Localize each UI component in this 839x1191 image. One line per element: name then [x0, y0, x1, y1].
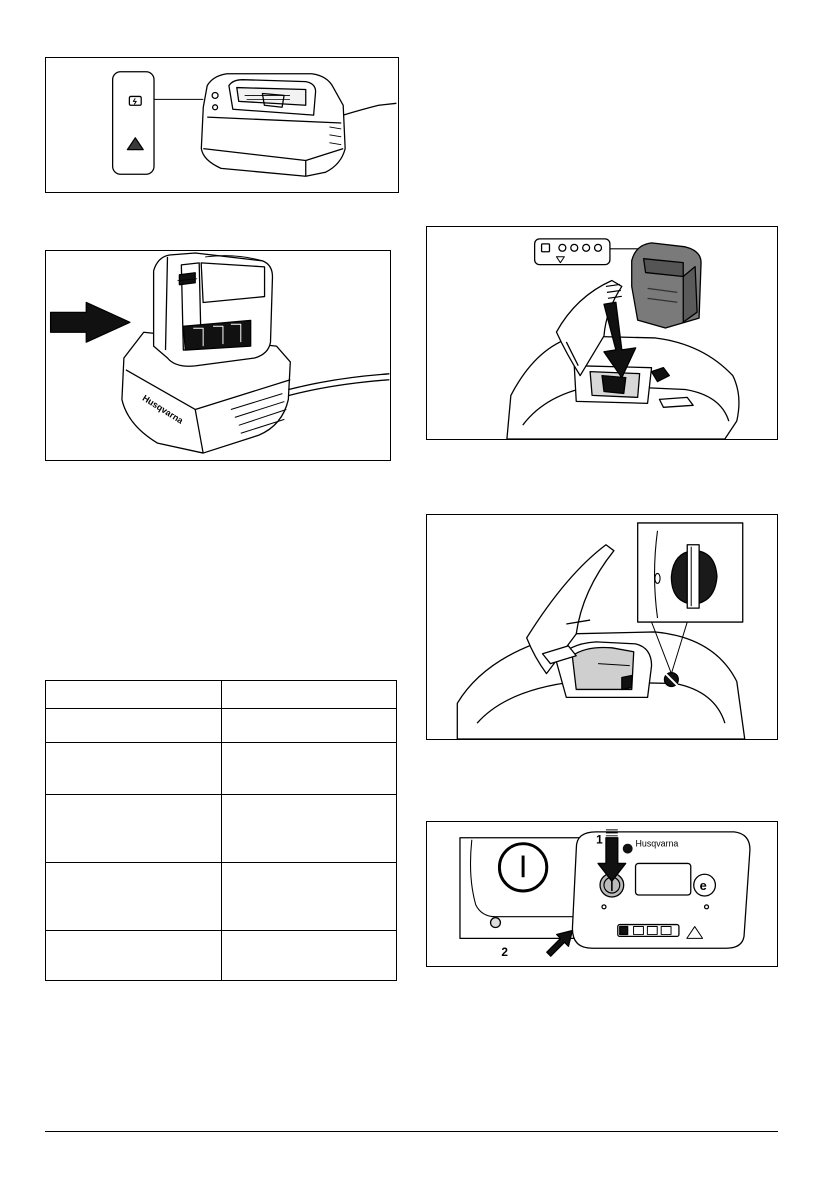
eco-icon: e [699, 878, 707, 894]
insert-battery-charger-figure [45, 250, 391, 461]
table-cell [46, 931, 222, 981]
battery-compartment-figure [426, 226, 778, 440]
svg-text:Husqvarna: Husqvarna [635, 838, 679, 849]
main-switch-figure [426, 514, 778, 740]
table-cell [46, 681, 222, 709]
table-cell [221, 743, 397, 795]
table-cell [46, 863, 222, 931]
table-cell [221, 681, 397, 709]
table-cell [221, 795, 397, 863]
push-arrow-icon [51, 303, 130, 343]
brand-logo: Husqvarna [140, 392, 186, 426]
table-row [46, 863, 397, 931]
main-switch-illustration [427, 515, 777, 739]
table-row [46, 681, 397, 709]
callout-number-1: 1 [596, 832, 603, 847]
battery-compartment-illustration [427, 227, 777, 439]
power-button-figure [426, 821, 778, 967]
table-cell [46, 709, 222, 743]
footer-rule [45, 1131, 778, 1132]
table-row [46, 931, 397, 981]
table-cell [221, 931, 397, 981]
charger-figure [45, 57, 399, 193]
callout-number-2: 2 [501, 945, 508, 960]
table-cell [221, 709, 397, 743]
charger-indicator-panel [113, 72, 154, 174]
power-button-zoom-inset [460, 838, 588, 939]
table-cell [46, 795, 222, 863]
table-row [46, 709, 397, 743]
insert-battery-illustration [46, 251, 390, 460]
power-button-illustration [427, 822, 777, 966]
table-cell [46, 743, 222, 795]
table-row [46, 795, 397, 863]
specification-table [45, 680, 397, 981]
table-row [46, 743, 397, 795]
table-cell [221, 863, 397, 931]
charger-illustration [46, 58, 398, 192]
